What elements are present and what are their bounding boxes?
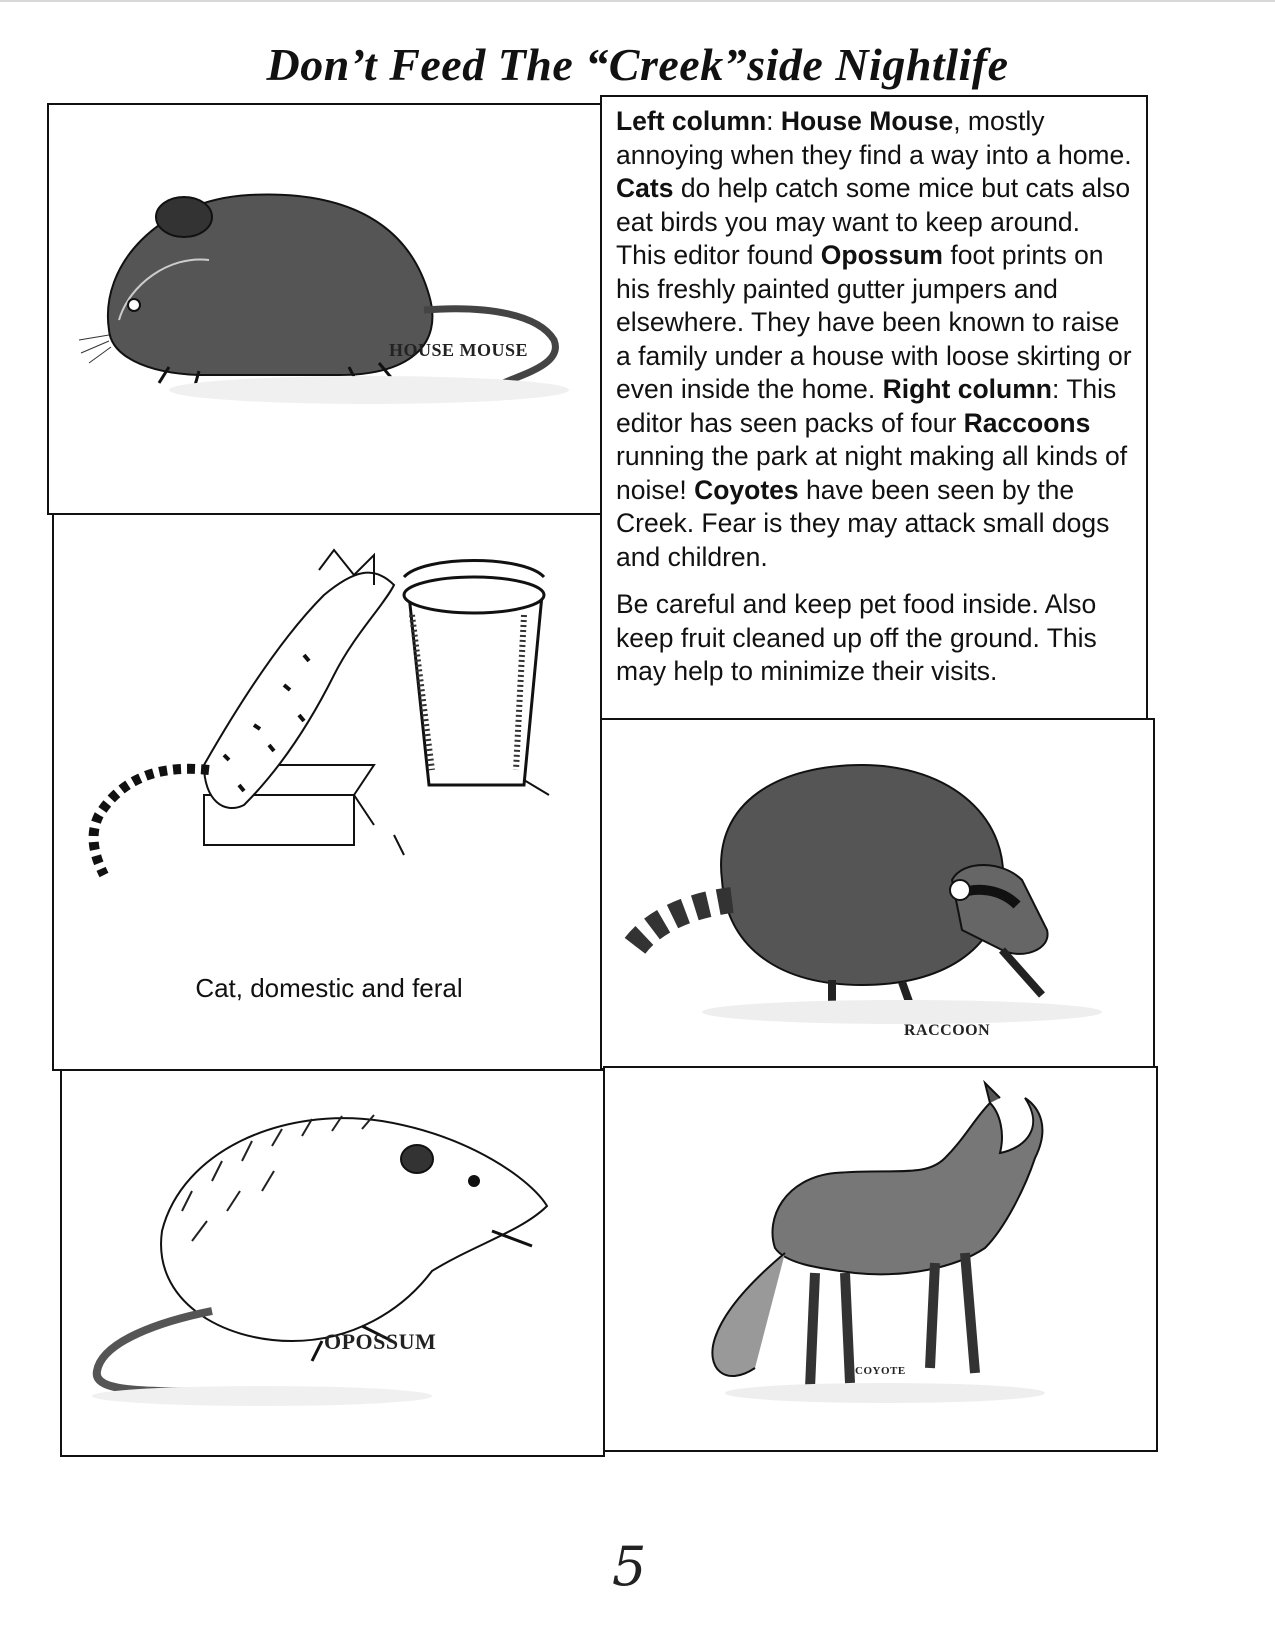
intro-paragraph: [616, 105, 1132, 574]
coyote-illustration-icon: [605, 1068, 1160, 1454]
text-run: , mostly annoying when they find a way into a home.: [616, 106, 1132, 170]
cats-term: Cats: [616, 173, 674, 203]
opossum-panel: [60, 1069, 605, 1457]
page-title: Don’t Feed The “Creek”side Nightlife: [266, 39, 1009, 90]
intro-text-panel: [600, 95, 1148, 720]
mouse-panel: [47, 103, 602, 515]
advice-paragraph: Be careful and keep pet food inside. Also keep fruit cleaned up off the ground. This may help to minimize their visits.: [616, 589, 1097, 686]
opossum-term: Opossum: [820, 240, 943, 270]
left-column-label: Left column: [616, 106, 767, 136]
coyotes-term: Coyotes: [694, 474, 799, 505]
coyote-panel: [603, 1066, 1158, 1452]
mouse-label: HOUSE MOUSE: [389, 340, 529, 360]
opossum-illustration-icon: [62, 1071, 607, 1459]
raccoon-label: RACCOON: [904, 1022, 991, 1039]
text-run: : This editor has seen packs of four: [616, 374, 1117, 438]
raccoon-panel: [600, 718, 1155, 1070]
mouse-illustration-icon: [49, 105, 604, 517]
top-rule: [0, 0, 1275, 2]
house-mouse-term: House Mouse: [780, 106, 954, 136]
cat-caption: Cat, domestic and feral: [195, 973, 463, 1003]
text-run: do help catch some mice but cats also eat birds you may want to keep around. This editor found: [616, 173, 1131, 270]
raccoons-term: Raccoons: [963, 407, 1091, 438]
opossum-label: OPOSSUM: [324, 1329, 437, 1354]
cat-panel: [52, 513, 602, 1071]
right-column-label: Right column: [882, 374, 1052, 404]
text-run: running the park at night making all kinds of noise!: [616, 441, 1128, 505]
text-run: have been seen by the Creek. Fear is they may attack small dogs and children.: [616, 474, 1110, 572]
page-number: 5: [612, 1535, 647, 1598]
text-run: foot prints on his freshly painted gutter jumpers and elsewhere. They have been known to raise a family under a house with loose skirting or even inside the home.: [616, 240, 1132, 404]
coyote-label: COYOTE: [855, 1365, 906, 1377]
text-run: :: [766, 106, 781, 136]
raccoon-illustration-icon: [602, 720, 1157, 1072]
